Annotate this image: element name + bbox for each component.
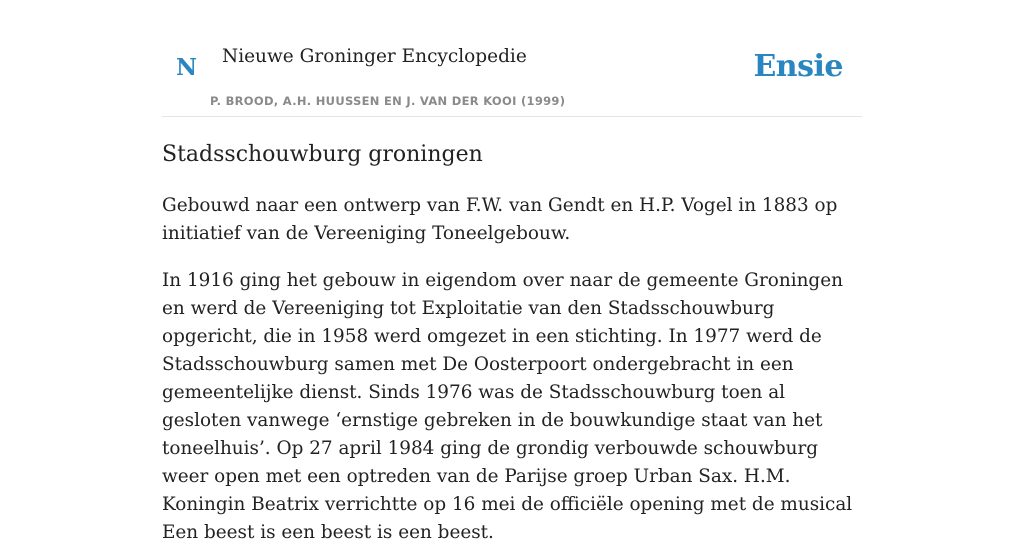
article-paragraph-1: Gebouwd naar een ontwerp van F.W. van Gendt en H.P. Vogel in 1883 op initiatief van de Vereeniging Toneelgebouw.: [162, 195, 838, 244]
authors-line: P. BROOD, A.H. HUUSSEN EN J. VAN DER KOOI (1999): [210, 94, 566, 108]
header: [162, 0, 862, 117]
page: [162, 0, 862, 543]
article-title: Stadsschouwburg groningen: [162, 142, 483, 167]
encyclopedia-logo-icon[interactable]: N: [176, 54, 198, 81]
article-paragraph-2: In 1916 ging het gebouw in eigendom over naar de gemeente Groningen en werd de Vereeniging tot Exploitatie van den Stadsschouwburg opgericht, die in 1958 werd omgezet in een stichting. In 1977 werd de Stadsschouwburg samen met De Oosterpoort ondergebracht in een gemeentelijke dienst. Sinds 1976 was de Stadsschouwburg toen al gesloten vanwege ‘ernstige gebreken in de bouwkundige staat van het toneelhuis’. Op 27 april 1984 ging de grondig verbouwde schouwburg weer open met een optreden van de Parijse groep Urban Sax. H.M. Koningin Beatrix verrichtte op 16 mei de officiële opening met de musical Een beest is een beest is een beest.: [162, 270, 853, 543]
ensie-brand-logo[interactable]: Ensie: [753, 49, 843, 84]
encyclopedia-title-link[interactable]: Nieuwe Groninger Encyclopedie: [222, 46, 527, 67]
